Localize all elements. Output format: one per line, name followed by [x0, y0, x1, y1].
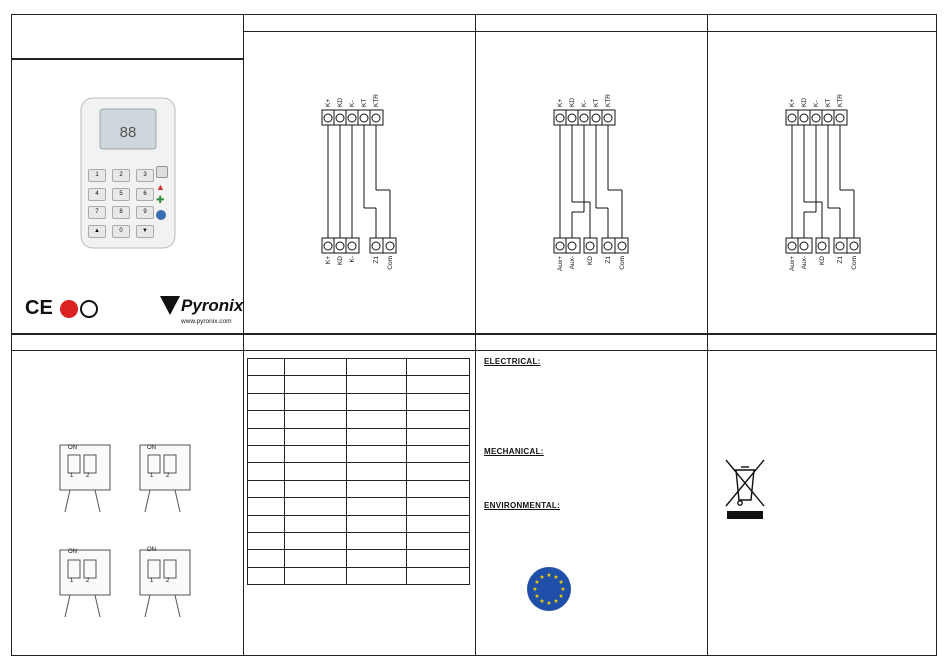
t1-label-kminus: K- [349, 100, 356, 107]
eu-star-icon: ★ [539, 598, 545, 606]
table-cell [406, 532, 469, 549]
table-cell [284, 515, 346, 532]
table-cell [406, 411, 469, 428]
table-cell [248, 393, 285, 410]
pyronix-url: www.pyronix.com [181, 318, 232, 325]
table-cell [284, 445, 346, 462]
table-cell [346, 498, 406, 515]
eu-star-icon: ★ [539, 573, 545, 581]
table-cell [346, 550, 406, 567]
t3-label-kd: KD [801, 97, 808, 107]
table-cell [406, 550, 469, 567]
col-divider-1 [243, 14, 244, 656]
table-row [248, 480, 470, 497]
b3-label-z1: Z1 [837, 256, 844, 264]
t1-label-kd: KD [337, 97, 344, 107]
table-cell [406, 376, 469, 393]
table-cell [248, 411, 285, 428]
environmental-heading: ENVIRONMENTAL: [484, 501, 561, 510]
key-0[interactable]: 0 [112, 225, 130, 238]
pyronix-logo [158, 293, 182, 322]
dip-num-2d: 2 [166, 578, 170, 584]
b1-label-kd: KD [337, 256, 344, 266]
b3-label-auxplus: Aux+ [789, 256, 796, 271]
b3-label-kd: KD [819, 256, 826, 266]
table-cell [406, 463, 469, 480]
b2-label-z1: Z1 [605, 256, 612, 264]
t1-label-kt: KT [361, 98, 368, 107]
dip-num-1b: 1 [150, 473, 154, 479]
keypad-keys [88, 169, 158, 239]
table-row [248, 428, 470, 445]
table-row [248, 376, 470, 393]
b2-label-auxplus: Aux+ [557, 256, 564, 271]
dip-num-2a: 2 [86, 473, 90, 479]
key-8[interactable]: 8 [112, 206, 130, 219]
col-divider-3 [707, 14, 708, 656]
table-row [248, 463, 470, 480]
bottom-header-line [11, 350, 937, 351]
b2-label-com: Com [619, 256, 626, 270]
table-cell [346, 393, 406, 410]
b1-label-kminus: K- [349, 256, 356, 263]
t2-label-kt: KT [593, 98, 600, 107]
table-row [248, 515, 470, 532]
key-4[interactable]: 4 [88, 188, 106, 201]
table-cell [406, 359, 469, 376]
table-cell [248, 463, 285, 480]
t1-label-kplus: K+ [325, 98, 332, 107]
table-cell [248, 480, 285, 497]
table-cell [346, 359, 406, 376]
frame-top [11, 14, 937, 15]
wiring-diagram-3 [774, 90, 874, 280]
t3-label-kplus: K+ [789, 98, 796, 107]
dip-on-label-4: ON [147, 547, 156, 553]
table-cell [248, 359, 285, 376]
table-cell [248, 498, 285, 515]
table-row [248, 359, 470, 376]
eu-star-icon: ★ [546, 572, 552, 579]
table-row [248, 445, 470, 462]
frame-right [936, 14, 937, 656]
table-cell [346, 515, 406, 532]
dip-num-1a: 1 [70, 473, 74, 479]
table-cell [346, 376, 406, 393]
key-2[interactable]: 2 [112, 169, 130, 182]
table-cell [284, 359, 346, 376]
key-5[interactable]: 5 [112, 188, 130, 201]
table-row [248, 393, 470, 410]
b3-label-com: Com [851, 256, 858, 270]
t2-label-ktr: KTR [605, 94, 612, 107]
key-9[interactable]: 9 [136, 206, 154, 219]
dip-on-label-2: ON [147, 445, 156, 451]
table-cell [248, 515, 285, 532]
table-row [248, 411, 470, 428]
dip-num-2c: 2 [86, 578, 90, 584]
dip-on-label-1: ON [68, 445, 77, 451]
key-down[interactable]: ▼ [136, 225, 154, 238]
table-row [248, 532, 470, 549]
top-header-line [243, 31, 937, 32]
dip-num-1c: 1 [70, 578, 74, 584]
table-row [248, 567, 470, 584]
table-cell [284, 411, 346, 428]
alarm-triangle-icon[interactable]: ▲ [156, 182, 165, 192]
t2-label-kminus: K- [581, 100, 588, 107]
t3-label-ktr: KTR [837, 94, 844, 107]
table-cell [284, 567, 346, 584]
table-cell [346, 445, 406, 462]
table-cell [284, 480, 346, 497]
table-cell [248, 567, 285, 584]
b1-label-com: Com [387, 256, 394, 270]
eu-star-icon: ★ [558, 593, 564, 600]
key-6[interactable]: 6 [136, 188, 154, 201]
table-cell [284, 532, 346, 549]
wiring-diagram-2 [542, 90, 642, 280]
table-cell [248, 428, 285, 445]
key-7[interactable]: 7 [88, 206, 106, 219]
mechanical-heading: MECHANICAL: [484, 447, 544, 456]
eu-star-icon: ★ [553, 573, 559, 581]
key-function-icon[interactable] [156, 166, 168, 178]
electrical-heading: ELECTRICAL: [484, 357, 541, 366]
t2-label-kd: KD [569, 97, 576, 107]
table-cell [346, 428, 406, 445]
eu-star-icon: ★ [532, 586, 538, 593]
table-cell [406, 498, 469, 515]
dip-num-2b: 2 [166, 473, 170, 479]
eu-star-icon: ★ [546, 600, 552, 607]
table-cell [284, 498, 346, 515]
b1-label-z1: Z1 [373, 256, 380, 264]
table-cell [346, 480, 406, 497]
table-cell [406, 567, 469, 584]
wiring-diagram-1 [310, 90, 410, 280]
eu-star-icon: ★ [560, 586, 566, 593]
title-box-line [11, 58, 243, 60]
dip-num-1d: 1 [150, 578, 154, 584]
table-cell [406, 515, 469, 532]
pyronix-name: Pyronix [181, 296, 244, 315]
table-cell [406, 445, 469, 462]
table-cell [284, 463, 346, 480]
table-cell [406, 480, 469, 497]
col-divider-2 [475, 14, 476, 656]
t1-label-ktr: KTR [373, 94, 380, 107]
table-cell [248, 376, 285, 393]
medical-cross-icon[interactable]: ✚ [156, 195, 165, 206]
weee-bin-icon [722, 458, 768, 522]
table-cell [248, 550, 285, 567]
dip-on-label-3: ON [68, 549, 77, 555]
settings-table [247, 358, 470, 585]
eu-flag-icon [526, 566, 572, 612]
frame-left [11, 14, 12, 656]
dip-switch-group [50, 440, 210, 620]
row-divider [11, 333, 937, 335]
b2-label-kd: KD [587, 256, 594, 266]
table-cell [346, 567, 406, 584]
table-cell [346, 411, 406, 428]
b2-label-auxminus: Aux- [569, 256, 576, 270]
table-row [248, 498, 470, 515]
key-3[interactable]: 3 [136, 169, 154, 182]
table-cell [346, 463, 406, 480]
table-row [248, 550, 470, 567]
shield-icon[interactable] [156, 210, 166, 220]
table-cell [284, 376, 346, 393]
eu-star-icon: ★ [534, 593, 540, 600]
t3-label-kminus: K- [813, 100, 820, 107]
table-cell [248, 532, 285, 549]
table-cell [406, 393, 469, 410]
ce-mark: CE [25, 297, 53, 319]
table-cell [284, 550, 346, 567]
keypad-side-keys [156, 166, 168, 224]
cert-logo-pc-icon [80, 300, 98, 318]
keypad-display: 88 [119, 124, 137, 141]
table-cell [284, 428, 346, 445]
eu-star-icon: ★ [534, 579, 540, 586]
key-up[interactable]: ▲ [88, 225, 106, 238]
b3-label-auxminus: Aux- [801, 256, 808, 270]
table-cell [284, 393, 346, 410]
frame-bottom [11, 655, 937, 656]
eu-star-icon: ★ [553, 598, 559, 606]
b1-label-kplus: K+ [325, 256, 332, 265]
t3-label-kt: KT [825, 98, 832, 107]
table-cell [248, 445, 285, 462]
eu-star-icon: ★ [558, 579, 564, 586]
key-1[interactable]: 1 [88, 169, 106, 182]
cert-logo-red-icon [60, 300, 78, 318]
table-cell [346, 532, 406, 549]
t2-label-kplus: K+ [557, 98, 564, 107]
table-cell [406, 428, 469, 445]
